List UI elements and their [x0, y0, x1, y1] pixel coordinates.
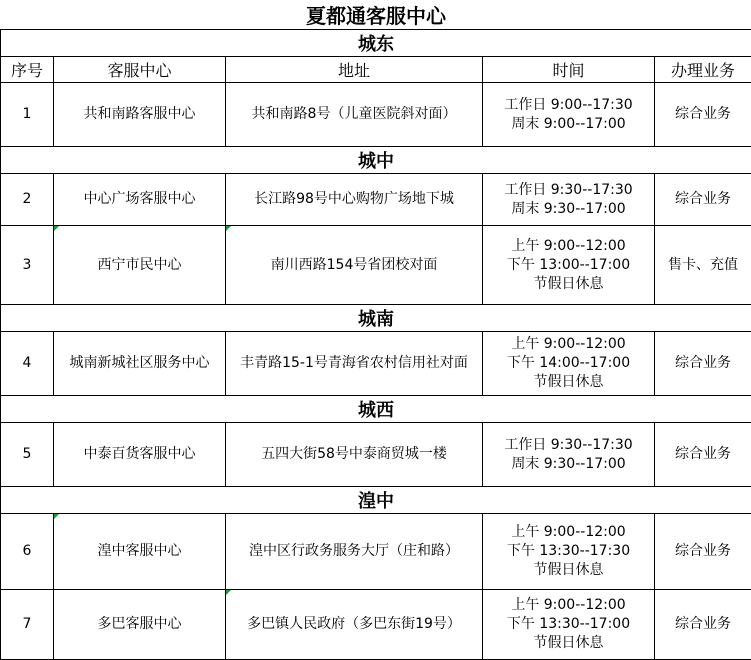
time-line: 节假日休息 [483, 561, 654, 580]
time-line: 下午 13:30--17:30 [483, 542, 654, 561]
time-line: 下午 13:30--17:00 [483, 615, 654, 634]
table-row [1, 226, 751, 305]
row-index: 5 [1, 423, 54, 487]
time-line: 上午 9:00--12:00 [483, 335, 654, 354]
header-address: 地址 [226, 57, 483, 83]
time-line: 上午 9:00--12:00 [483, 523, 654, 542]
time-line: 工作日 9:00--17:30 [483, 96, 654, 115]
row-center: 城南新城社区服务中心 [54, 332, 226, 396]
row-address: 共和南路8号（儿童医院斜对面） [226, 83, 483, 147]
header-service: 办理业务 [655, 57, 751, 83]
row-center: 中心广场客服中心 [54, 174, 226, 226]
header-time: 时间 [483, 57, 655, 83]
time-line: 工作日 9:30--17:30 [483, 181, 654, 200]
row-address: 多巴镇人民政府（多巴东街19号） [226, 590, 483, 660]
table-title: 夏都通客服中心 [1, 0, 751, 30]
district-huangzhong: 湟中 [1, 487, 751, 514]
row-time [483, 514, 655, 590]
row-index: 3 [1, 226, 54, 305]
time-line: 周末 9:00--17:00 [483, 115, 654, 134]
row-address: 南川西路154号省团校对面 [226, 226, 483, 305]
row-address: 湟中区行政务服务大厅（庄和路） [226, 514, 483, 590]
row-service: 综合业务 [655, 83, 751, 147]
row-index: 7 [1, 590, 54, 660]
row-center: 中泰百货客服中心 [54, 423, 226, 487]
row-service: 综合业务 [655, 514, 751, 590]
time-line: 周末 9:30--17:00 [483, 200, 654, 219]
table-row [1, 514, 751, 590]
row-service: 综合业务 [655, 332, 751, 396]
time-line: 周末 9:30--17:00 [483, 455, 654, 474]
row-time [483, 226, 655, 305]
time-line: 下午 14:00--17:00 [483, 354, 654, 373]
row-index: 1 [1, 83, 54, 147]
row-time [483, 332, 655, 396]
row-service: 综合业务 [655, 174, 751, 226]
district-chengdong: 城东 [1, 30, 751, 57]
row-address: 长江路98号中心购物广场地下城 [226, 174, 483, 226]
row-index: 2 [1, 174, 54, 226]
header-row [1, 57, 751, 83]
row-time [483, 590, 655, 660]
row-service: 综合业务 [655, 423, 751, 487]
time-line: 节假日休息 [483, 373, 654, 392]
time-line: 上午 9:00--12:00 [483, 596, 654, 615]
header-index: 序号 [1, 57, 54, 83]
table-row [1, 174, 751, 226]
district-chengzhong: 城中 [1, 147, 751, 174]
row-time [483, 174, 655, 226]
row-time [483, 423, 655, 487]
table-row [1, 83, 751, 147]
time-line: 上午 9:00--12:00 [483, 237, 654, 256]
row-center: 多巴客服中心 [54, 590, 226, 660]
row-service: 综合业务 [655, 590, 751, 660]
time-line: 节假日休息 [483, 634, 654, 653]
row-center: 湟中客服中心 [54, 514, 226, 590]
row-address: 丰青路15-1号青海省农村信用社对面 [226, 332, 483, 396]
row-center: 西宁市民中心 [54, 226, 226, 305]
district-chengxi: 城西 [1, 396, 751, 423]
header-center: 客服中心 [54, 57, 226, 83]
row-index: 6 [1, 514, 54, 590]
time-line: 工作日 9:30--17:30 [483, 436, 654, 455]
row-center: 共和南路客服中心 [54, 83, 226, 147]
district-chengnan: 城南 [1, 305, 751, 332]
row-address: 五四大街58号中泰商贸城一楼 [226, 423, 483, 487]
time-line: 节假日休息 [483, 275, 654, 294]
row-time [483, 83, 655, 147]
time-line: 下午 13:00--17:00 [483, 256, 654, 275]
table-row [1, 423, 751, 487]
row-index: 4 [1, 332, 54, 396]
row-service: 售卡、充值 [655, 226, 751, 305]
table-row [1, 332, 751, 396]
table-row [1, 590, 751, 660]
